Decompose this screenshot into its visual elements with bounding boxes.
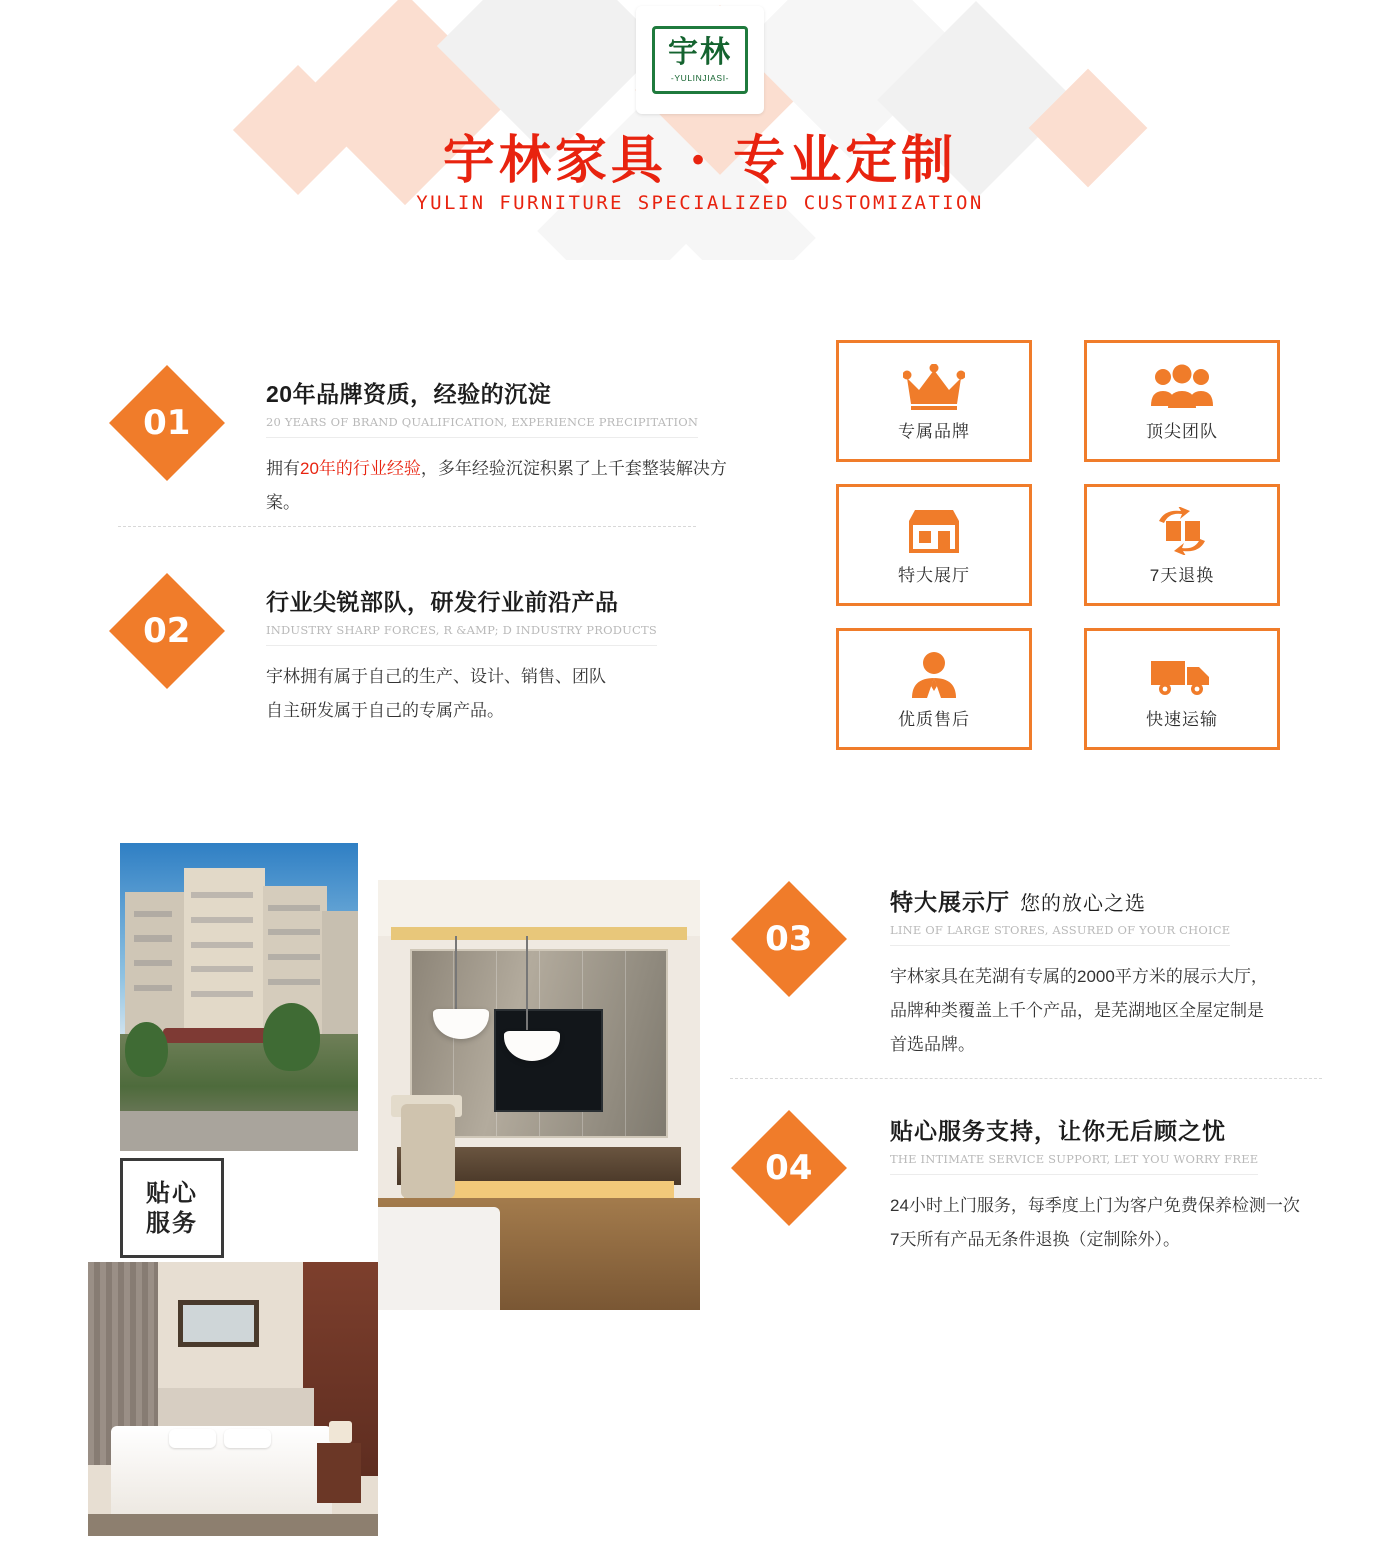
page-subtitle: YULIN FURNITURE SPECIALIZED CUSTOMIZATION	[416, 192, 984, 214]
brand-logo	[636, 6, 764, 114]
advantage-label-shipping: 快速运输	[1146, 709, 1218, 729]
feature-text-03-line3: 首选品牌。	[890, 1035, 975, 1054]
page-header	[0, 0, 1400, 260]
feature-number-01: 01	[143, 402, 191, 443]
feature-text-01	[266, 452, 736, 520]
team-icon	[1150, 361, 1214, 413]
feature-text-04	[890, 1189, 1350, 1257]
feature-title-02: 行业尖锐部队，研发行业前沿产品	[266, 589, 619, 615]
feature-divider-1	[118, 526, 696, 527]
feature-subtitle-04: THE INTIMATE SERVICE SUPPORT, LET YOU WORRY FREE	[890, 1152, 1258, 1175]
feature-text-02-line1: 宇林拥有属于自己的生产、设计、销售、团队	[266, 667, 606, 686]
advantage-label-return: 7天退换	[1149, 565, 1215, 585]
advantage-card-team[interactable]	[1084, 340, 1280, 462]
agent-icon	[907, 649, 961, 701]
service-badge	[120, 1158, 224, 1258]
advantage-icon-grid	[836, 340, 1280, 750]
advantage-label-aftersales: 优质售后	[898, 709, 970, 729]
feature-text-01-before: 拥有	[266, 459, 300, 478]
crown-icon	[903, 361, 965, 413]
feature-item-02	[118, 576, 738, 766]
advantage-card-showroom[interactable]	[836, 484, 1032, 606]
service-badge-line1: 贴心	[146, 1178, 198, 1207]
feature-divider-2	[730, 1078, 1322, 1079]
advantage-card-return[interactable]	[1084, 484, 1280, 606]
feature-number-badge-01	[109, 365, 225, 481]
feature-text-03	[890, 960, 1350, 1062]
feature-title-03: 特大展示厅	[890, 889, 1010, 915]
advantage-label-team: 顶尖团队	[1146, 421, 1218, 441]
feature-text-02-line2: 自主研发属于自己的专属产品。	[266, 701, 504, 720]
feature-list-left	[118, 368, 738, 766]
hotel-building-photo	[120, 843, 358, 1151]
feature-title-03-sub: 您的放心之选	[1020, 893, 1146, 915]
feature-title-01: 20年品牌资质，经验的沉淀	[266, 381, 552, 407]
return-icon	[1151, 505, 1213, 557]
feature-item-03	[730, 876, 1350, 1079]
feature-item-04	[730, 1105, 1350, 1295]
advantage-card-brand[interactable]	[836, 340, 1032, 462]
feature-text-01-after: ，多年经验沉淀积累了上千套整装解决方案。	[266, 459, 727, 512]
advantage-label-showroom: 特大展厅	[898, 565, 970, 585]
truck-icon	[1149, 649, 1215, 701]
feature-number-badge-04	[731, 1110, 847, 1226]
feature-title-04: 贴心服务支持，让你无后顾之忧	[890, 1118, 1226, 1144]
feature-text-04-line2: 7天所有产品无条件退换（定制除外）。	[890, 1230, 1180, 1249]
service-badge-line2: 服务	[146, 1208, 198, 1237]
feature-number-badge-02	[109, 573, 225, 689]
feature-subtitle-01: 20 YEARS OF BRAND QUALIFICATION, EXPERIENCE PRECIPITATION	[266, 415, 698, 438]
logo-seal-icon	[652, 26, 748, 94]
living-room-photo	[378, 880, 700, 1310]
feature-subtitle-03: LINE OF LARGE STORES, ASSURED OF YOUR CHOICE	[890, 923, 1230, 946]
advantage-card-shipping[interactable]	[1084, 628, 1280, 750]
advantage-card-aftersales[interactable]	[836, 628, 1032, 750]
logo-pinyin: -YULINJIASI-	[670, 72, 730, 83]
feature-item-01	[118, 368, 738, 558]
feature-text-03-line2: 品牌种类覆盖上千个产品，是芜湖地区全屋定制是	[890, 1001, 1264, 1020]
feature-number-badge-03	[731, 881, 847, 997]
page-title: 宇林家具 · 专业定制	[442, 130, 958, 191]
feature-number-04: 04	[765, 1147, 813, 1188]
feature-list-right	[730, 876, 1350, 1295]
advantage-label-brand: 专属品牌	[898, 421, 970, 441]
feature-text-01-highlight: 20年的行业经验	[300, 459, 421, 478]
feature-text-04-line1: 24小时上门服务，每季度上门为客户免费保养检测一次	[890, 1196, 1300, 1215]
feature-text-02	[266, 660, 736, 728]
bedroom-photo	[88, 1262, 378, 1536]
feature-subtitle-02: INDUSTRY SHARP FORCES, R &AMP; D INDUSTRY PRODUCTS	[266, 623, 657, 646]
logo-chinese-name: 宇林	[668, 34, 732, 70]
store-icon	[905, 505, 963, 557]
feature-number-03: 03	[765, 918, 813, 959]
feature-number-02: 02	[143, 610, 191, 651]
feature-text-03-line1: 宇林家具在芜湖有专属的2000平方米的展示大厅，	[890, 967, 1268, 986]
